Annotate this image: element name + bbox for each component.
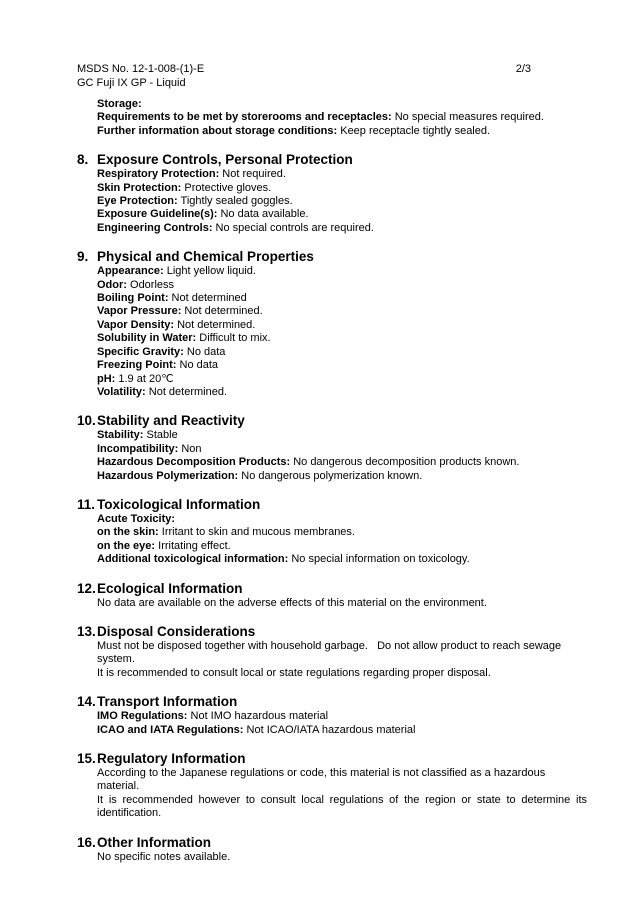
field-label: on the skin: <box>97 526 159 539</box>
field-label: Respiratory Protection: <box>97 168 220 181</box>
section-heading <box>77 835 587 851</box>
acute-toxicity-label: Acute Toxicity: <box>97 512 176 525</box>
section-number: 8. <box>77 152 89 168</box>
field-row <box>97 168 587 181</box>
storage-title: Storage: <box>97 98 142 110</box>
section-heading <box>77 249 587 265</box>
field-value: Stable <box>143 429 178 442</box>
field-label: Solubility in Water: <box>97 332 197 345</box>
section-heading <box>77 152 587 168</box>
section-body <box>77 710 587 737</box>
field-value: Not determined. <box>174 318 256 331</box>
section-12 <box>77 581 587 610</box>
field-value: No data available. <box>217 208 309 221</box>
field-label: Specific Gravity: <box>97 345 184 358</box>
field-label: Freezing Point: <box>97 359 177 372</box>
paragraph: No specific notes available. <box>97 850 231 863</box>
field-row <box>97 222 587 235</box>
section-title: Regulatory Information <box>97 751 246 766</box>
section-title: Ecological Information <box>97 580 243 596</box>
field-value: Light yellow liquid. <box>163 265 256 278</box>
section-heading <box>77 751 587 767</box>
field-label: Hazardous Polymerization: <box>97 469 239 482</box>
section-title: Exposure Controls, Personal Protection <box>97 152 353 168</box>
section-body <box>77 265 587 399</box>
field-label: Volatility: <box>97 385 146 398</box>
section-number: 13. <box>77 623 96 639</box>
field-label: Incompatibility: <box>97 442 179 455</box>
field-label: Appearance: <box>97 265 164 278</box>
section-body <box>77 767 587 821</box>
field-row <box>97 386 587 399</box>
field-row <box>97 553 587 566</box>
field-label: Vapor Pressure: <box>97 305 182 318</box>
field-value: No special measures required. <box>391 111 544 124</box>
field-value: No data <box>176 359 219 372</box>
section-body <box>77 640 587 680</box>
field-row <box>97 526 587 539</box>
field-row <box>97 195 587 208</box>
page-number: 2/3 <box>515 63 531 75</box>
section-body <box>77 851 587 864</box>
section-title: Physical and Chemical Properties <box>97 249 314 265</box>
section-title: Disposal Considerations <box>97 623 256 639</box>
section-8 <box>77 152 587 235</box>
document-body <box>77 98 587 864</box>
paragraph: No data are available on the adverse effects of this material on the environment. <box>97 596 487 609</box>
section-number: 15. <box>77 751 96 766</box>
field-value: 1.9 at 20℃ <box>115 372 174 385</box>
paragraph: It is recommended to consult local or state regulations regarding proper disposal. <box>97 666 491 679</box>
section-title: Toxicological Information <box>97 496 261 512</box>
field-value: No special controls are required. <box>212 221 374 234</box>
section-number: 10. <box>77 413 96 429</box>
section-16 <box>77 835 587 864</box>
section-heading <box>77 497 587 513</box>
field-label: Skin Protection: <box>97 181 182 194</box>
section-heading <box>77 413 587 429</box>
field-label: Exposure Guideline(s): <box>97 208 218 221</box>
field-row <box>97 470 587 483</box>
field-label: Further information about storage conditions: <box>97 124 338 137</box>
field-label: Additional toxicological information: <box>97 553 289 566</box>
field-value: Not IMO hazardous material <box>187 710 329 723</box>
field-row <box>97 456 587 469</box>
section-heading <box>77 581 587 597</box>
field-row <box>97 332 587 345</box>
field-label: on the eye: <box>97 539 156 552</box>
section-title: Other Information <box>97 834 211 850</box>
paragraph: According to the Japanese regulations or code, this material is not classified as a hazardous material. <box>97 767 546 793</box>
field-value: No dangerous polymerization known. <box>238 469 423 482</box>
section-14 <box>77 694 587 737</box>
field-value: Non <box>178 442 202 455</box>
field-value: Not required. <box>219 168 286 181</box>
section-13 <box>77 624 587 680</box>
field-row <box>97 279 587 292</box>
field-row <box>97 182 587 195</box>
section-number: 14. <box>77 694 96 710</box>
field-label: Boiling Point: <box>97 292 169 305</box>
section-body <box>77 513 587 567</box>
paragraph: It is recommended however to consult local regulations of the region or state to determine its identification. <box>97 793 587 820</box>
section-body <box>77 597 587 610</box>
field-value: No dangerous decomposition products known. <box>290 456 520 469</box>
field-row <box>97 319 587 332</box>
field-value: No special information on toxicology. <box>288 553 470 566</box>
section-body <box>77 429 587 483</box>
field-label: Stability: <box>97 429 144 442</box>
field-label: Engineering Controls: <box>97 221 213 234</box>
field-label: pH: <box>97 372 116 385</box>
field-value: Protective gloves. <box>181 181 272 194</box>
field-label: Hazardous Decomposition Products: <box>97 456 291 469</box>
section-body <box>77 168 587 235</box>
field-value: Not determined. <box>181 305 263 318</box>
field-row <box>97 305 587 318</box>
field-value: Not determined. <box>145 385 228 398</box>
field-row <box>97 208 587 221</box>
field-value: No data <box>183 345 226 358</box>
section-15 <box>77 751 587 821</box>
section-number: 11. <box>77 496 96 512</box>
section-number: 9. <box>77 249 89 265</box>
field-value: Not ICAO/IATA hazardous material <box>243 723 416 736</box>
msds-number: MSDS No. 12-1-008-(1)-E <box>77 63 205 75</box>
storage-requirements <box>97 111 587 124</box>
field-value: Not determined <box>168 292 247 305</box>
field-label: IMO Regulations: <box>97 710 188 723</box>
field-row <box>97 359 587 372</box>
paragraph: Must not be disposed together with household garbage. Do not allow product to reach sewage system. <box>97 639 565 666</box>
field-row <box>97 540 587 553</box>
product-name: GC Fuji IX GP - Liquid <box>77 77 186 89</box>
field-row <box>97 346 587 359</box>
section-heading <box>77 694 587 710</box>
field-row <box>97 373 587 386</box>
field-value: Tightly sealed goggles. <box>177 195 293 208</box>
section-11 <box>77 497 587 567</box>
field-value: Irritant to skin and mucous membranes. <box>158 526 355 539</box>
field-label: Vapor Density: <box>97 318 175 331</box>
storage-block <box>77 98 587 138</box>
section-number: 16. <box>77 834 96 850</box>
section-title: Transport Information <box>97 694 238 710</box>
section-10 <box>77 413 587 483</box>
field-label: ICAO and IATA Regulations: <box>97 723 244 736</box>
field-label: Odor: <box>97 278 127 291</box>
field-value: Odorless <box>126 278 175 291</box>
field-value: Difficult to mix. <box>196 332 271 345</box>
storage-conditions <box>97 125 587 138</box>
section-number: 12. <box>77 580 96 596</box>
section-title: Stability and Reactivity <box>97 413 245 429</box>
field-row <box>97 429 587 442</box>
field-row <box>97 724 587 737</box>
field-row <box>97 443 587 456</box>
field-label: Requirements to be met by storerooms and receptacles: <box>97 111 392 124</box>
field-value: Irritating effect. <box>155 539 231 552</box>
field-row <box>97 710 587 723</box>
document-header <box>77 62 204 90</box>
field-row <box>97 265 587 278</box>
field-row <box>97 292 587 305</box>
section-9 <box>77 249 587 399</box>
field-label: Eye Protection: <box>97 195 178 208</box>
section-heading <box>77 624 587 640</box>
field-value: Keep receptacle tightly sealed. <box>337 124 491 137</box>
